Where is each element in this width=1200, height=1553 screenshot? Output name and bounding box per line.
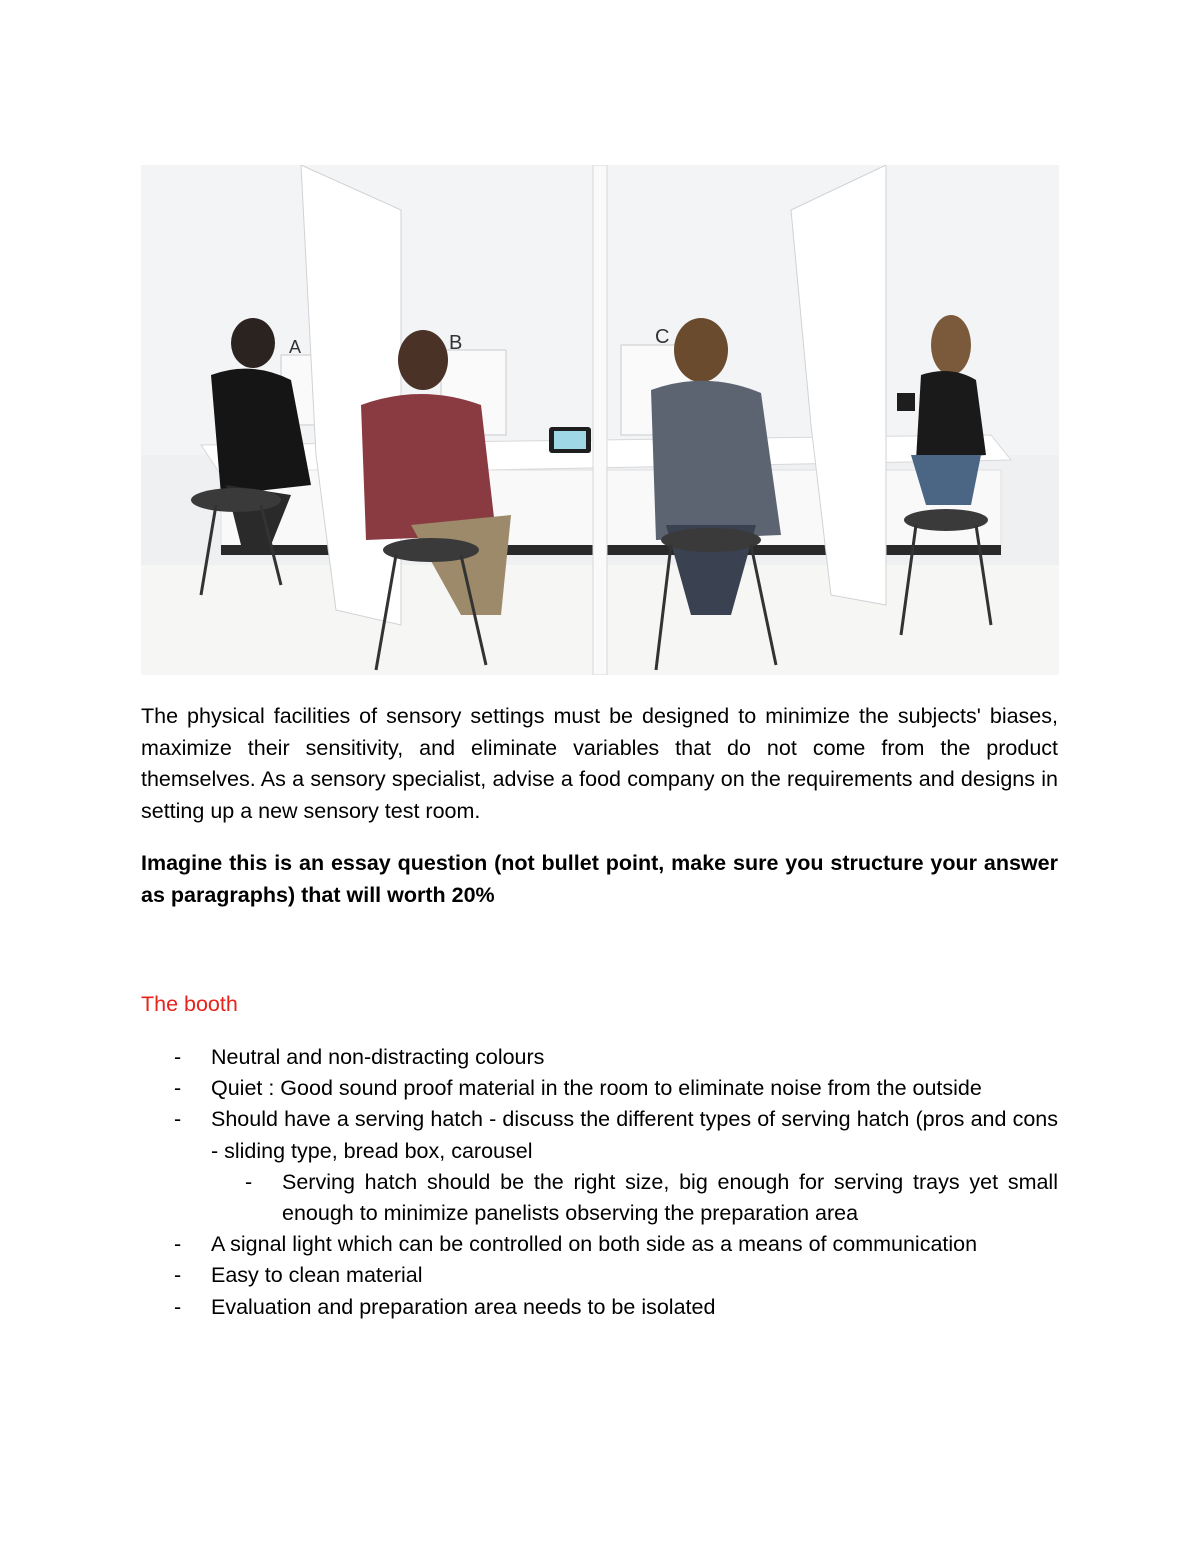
list-item xyxy=(141,1229,1058,1260)
list-item xyxy=(141,1292,1058,1323)
intro-paragraph: The physical facilities of sensory settings must be designed to minimize the subjects' biases, maximize their sensitivity, and eliminate variables that do not come from the product themselves. As a sensory specialist, advise a food company on the requirements and designs in setting up a new sensory test room. xyxy=(141,704,1058,823)
bullet-dash: - xyxy=(245,1169,253,1194)
sub-list-item xyxy=(141,1167,1058,1229)
bullet-dash: - xyxy=(174,1294,182,1319)
instruction-paragraph: Imagine this is an essay question (not bullet point, make sure you structure your answer as paragraphs) that will worth 20% xyxy=(141,851,1058,907)
booth-requirements-list xyxy=(141,1042,1058,1323)
section-heading: The booth xyxy=(141,992,238,1016)
list-item-text: Should have a serving hatch - discuss the different types of serving hatch (pros and cons - sliding type, bread box, carousel xyxy=(211,1107,1058,1163)
list-item xyxy=(141,1042,1058,1073)
bullet-dash: - xyxy=(174,1232,182,1257)
bullet-dash: - xyxy=(174,1076,182,1101)
list-item-text: Neutral and non-distracting colours xyxy=(211,1045,545,1069)
list-item-text: Easy to clean material xyxy=(211,1263,423,1288)
list-item-text: Quiet : Good sound proof material in the room to eliminate noise from the outside xyxy=(211,1076,982,1101)
booth-label-b: B xyxy=(449,332,463,354)
sensory-booth-photo xyxy=(141,165,1059,675)
list-item-text: Serving hatch should be the right size, big enough for serving trays yet small enough to minimize panelists observing the preparation area xyxy=(282,1169,1058,1226)
booth-label-a: A xyxy=(289,337,302,357)
list-item xyxy=(141,1260,1058,1291)
bullet-dash: - xyxy=(174,1045,182,1069)
list-item xyxy=(141,1073,1058,1104)
list-item-text: A signal light which can be controlled on both side as a means of communication xyxy=(211,1232,978,1257)
bullet-dash: - xyxy=(174,1107,182,1132)
list-item xyxy=(141,1104,1058,1166)
booth-label-c: C xyxy=(655,326,670,348)
booth-illustration xyxy=(141,165,1059,675)
bullet-dash: - xyxy=(174,1263,182,1288)
list-item-text: Evaluation and preparation area needs to be isolated xyxy=(211,1294,716,1319)
